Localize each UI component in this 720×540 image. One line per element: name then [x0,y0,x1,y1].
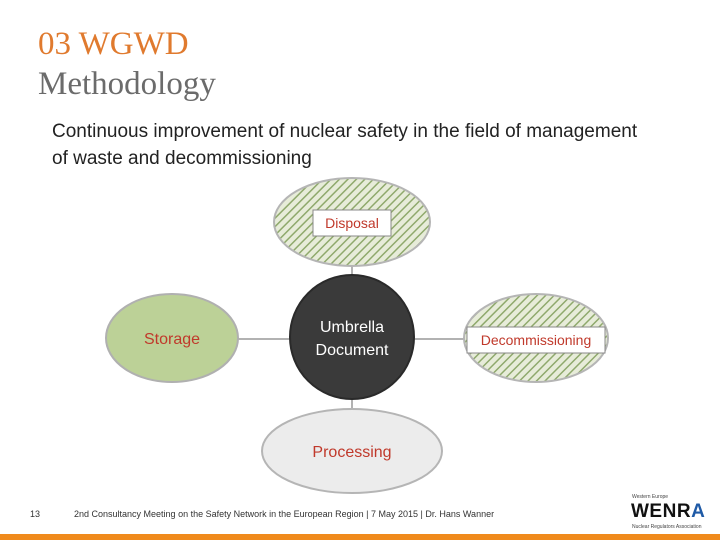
logo-brand [631,501,705,523]
center-label-line1: Umbrella [319,319,385,336]
slide-subtitle: Continuous improvement of nuclear safety in the field of management of waste and decommissioning [52,121,638,169]
logo-tagline: Western Europe [632,494,669,500]
slide-title: Methodology [38,66,216,102]
storage-node [106,294,238,382]
storage-label: Storage [143,331,201,348]
disposal-label: Disposal [325,215,379,231]
logo-subtitle: Nuclear Regulators Association [632,524,702,530]
footer-accent-bar [0,534,720,540]
center-label-line2: Document [315,342,389,359]
disposal-node [274,178,430,266]
logo-brand-main: WENR [631,501,692,522]
umbrella-document-node [290,275,414,399]
processing-node [262,409,442,493]
processing-label: Processing [312,444,392,461]
decommissioning-label: Decommissioning [480,332,592,348]
logo-brand-accent: A [691,501,706,522]
decommissioning-node [464,294,608,382]
page-number: 13 [30,509,41,519]
footer-text: 2nd Consultancy Meeting on the Safety Network in the European Region | 7 May 2015 | Dr. Hans Wanner [74,509,495,519]
slide-section-title: 03 WGWD [38,26,189,62]
wenra-logo [628,494,706,530]
